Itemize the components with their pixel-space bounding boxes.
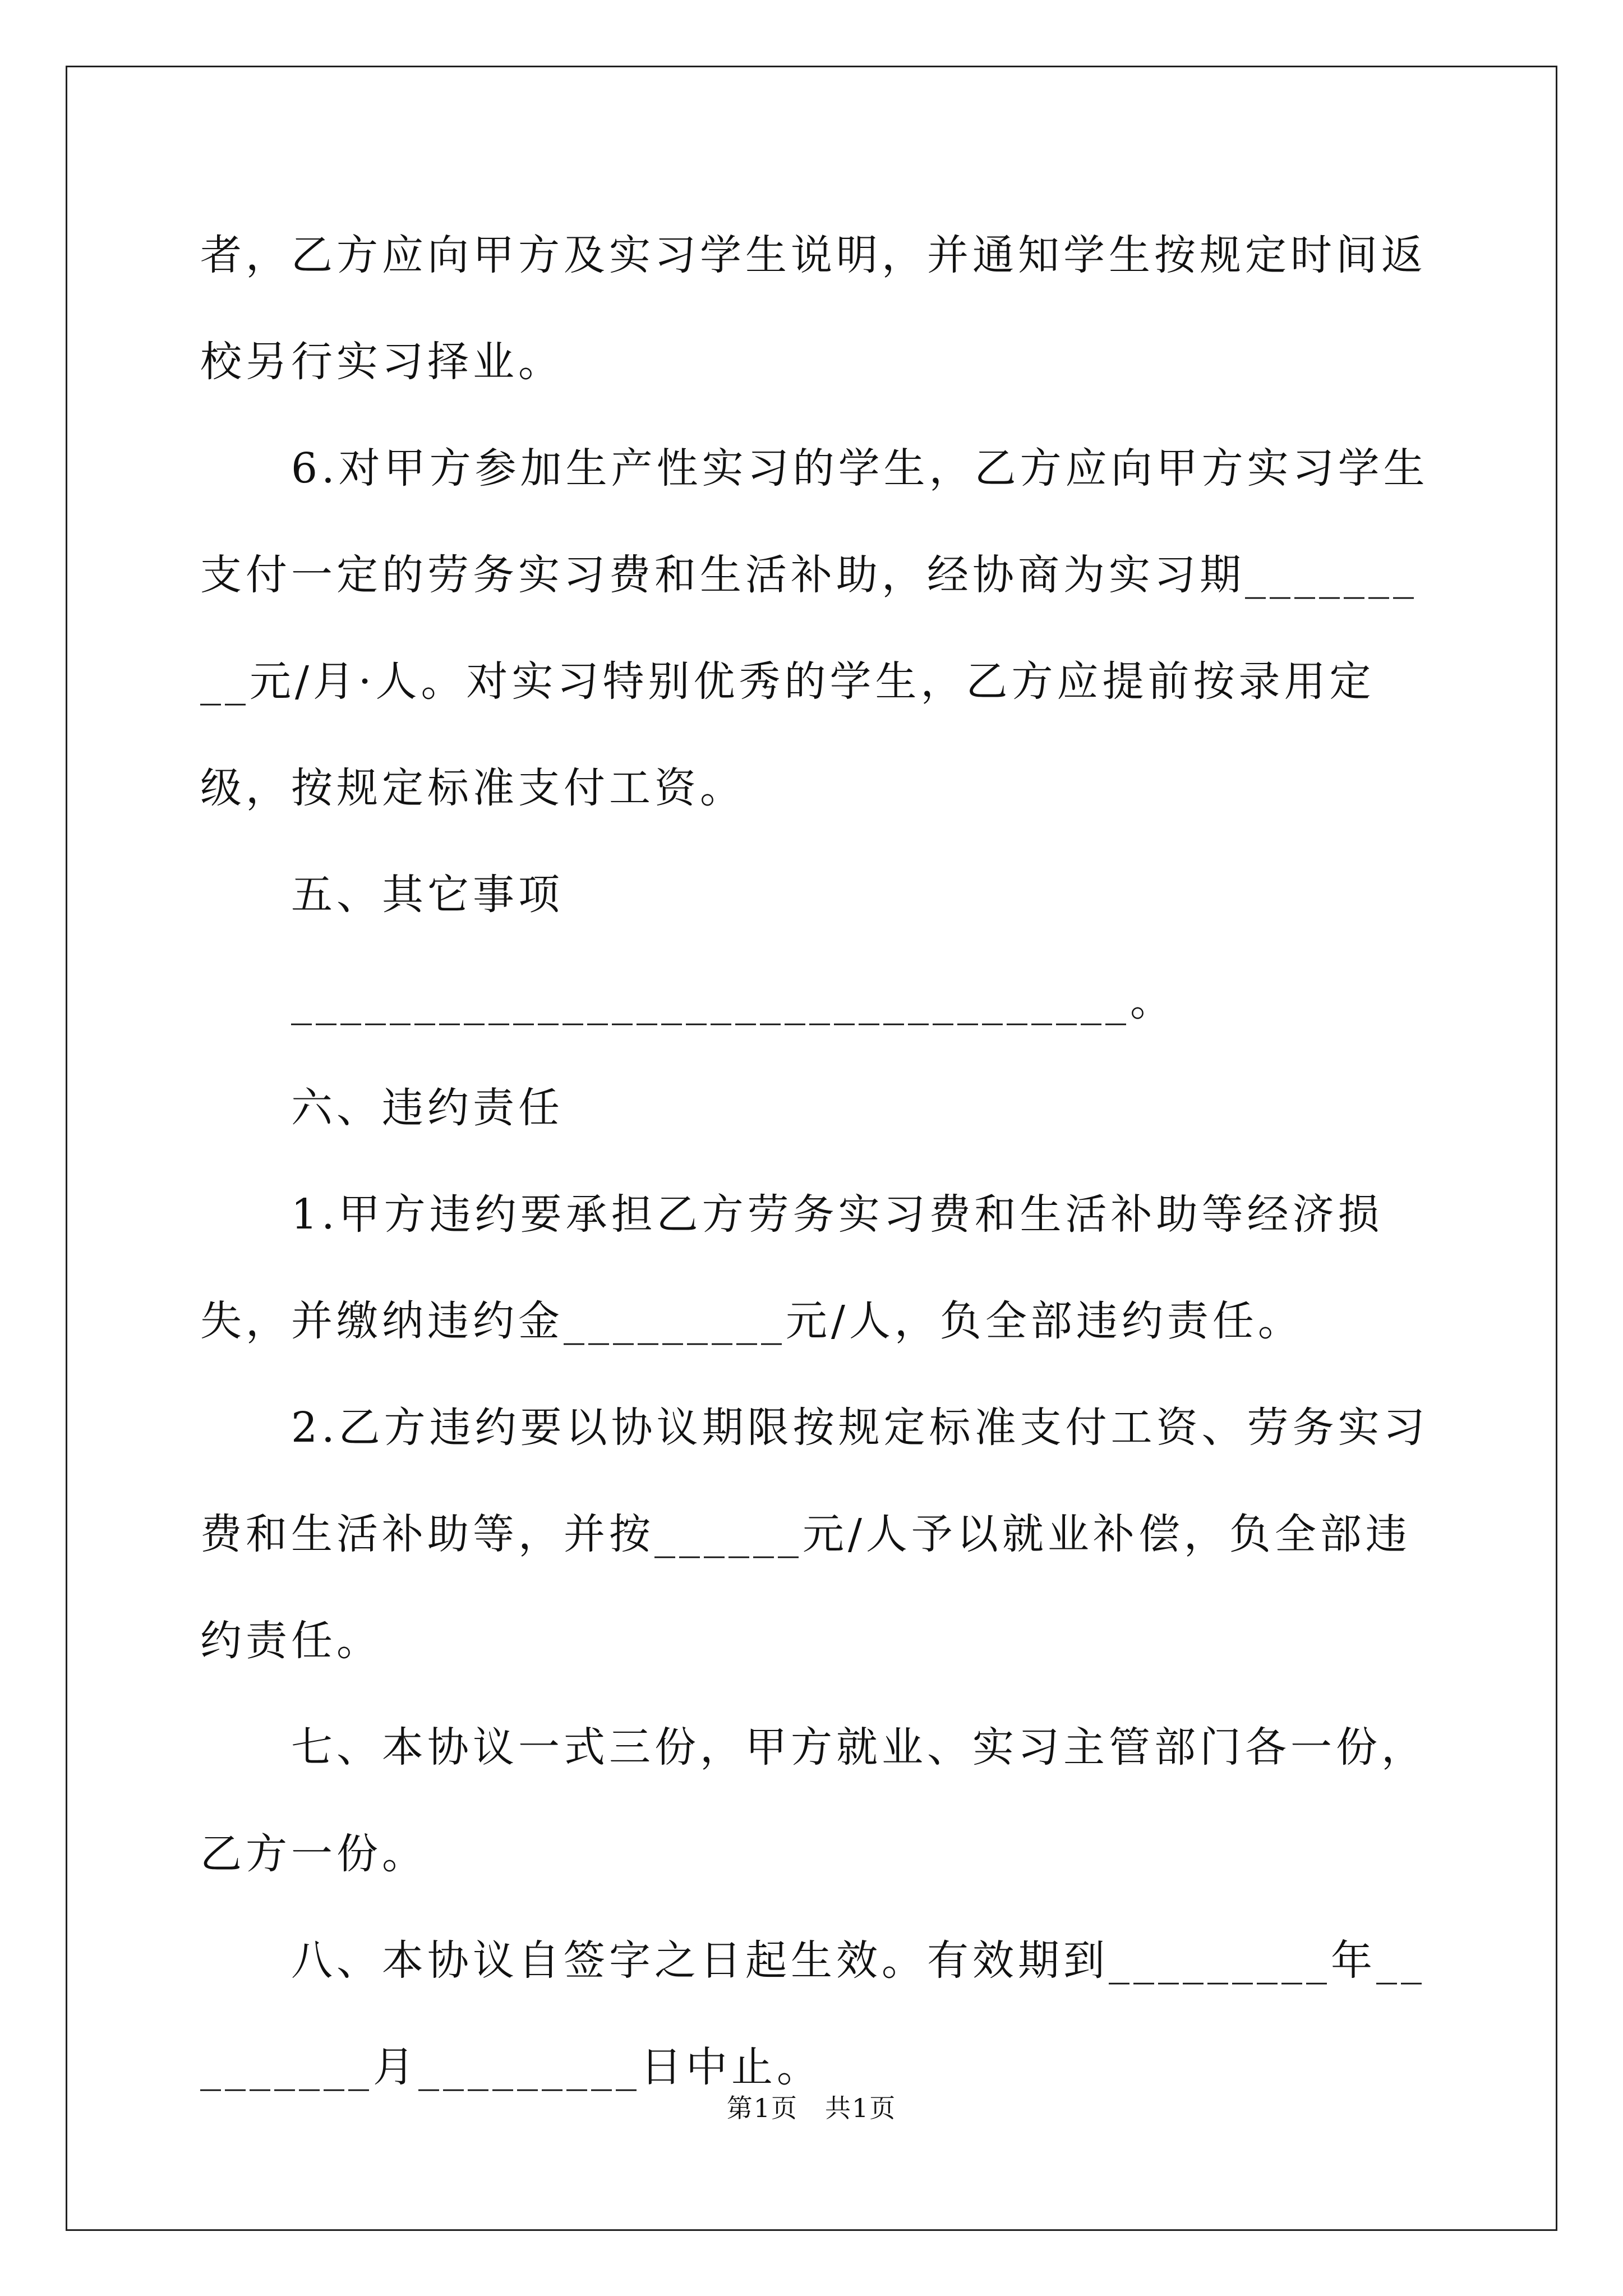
paragraph-effective-date: 八、本协议自签字之日起生效。有效期到_________年_________月_________日中止。 (200, 1936, 1426, 2091)
section-heading-breach-liability: 六、违约责任 (200, 1084, 564, 1132)
paragraph-1: 者，乙方应向甲方及实习学生说明，并通知学生按规定时间返校另行实习择业。 (200, 231, 1427, 386)
paragraph-breach-party-a: 1.甲方违约要承担乙方劳务实习费和生活补助等经济损失，并缴纳违约金_________元/人，负全部违约责任。 (200, 1190, 1384, 1345)
paragraph-blank-line: __________________________________。 (200, 977, 1175, 1025)
paragraph-breach-party-b: 2.乙方违约要以协议期限按规定标准支付工资、劳务实习费和生活补助等，并按______元/人予以就业补偿，负全部违约责任。 (200, 1404, 1429, 1665)
page-footer: 第1页 共1页 (726, 2093, 897, 2123)
paragraph-copies: 七、本协议一式三份，甲方就业、实习主管部门各一份，乙方一份。 (200, 1723, 1427, 1878)
paragraph-2: 6.对甲方参加生产性实习的学生，乙方应向甲方实习学生支付一定的劳务实习费和生活补助，经协商为实习期_________元/月·人。对实习特别优秀的学生，乙方应提前按录用定级，按规定标准支付工资。 (200, 444, 1429, 812)
document-body (200, 202, 1434, 2120)
section-heading-other-matters: 五、其它事项 (200, 871, 564, 919)
